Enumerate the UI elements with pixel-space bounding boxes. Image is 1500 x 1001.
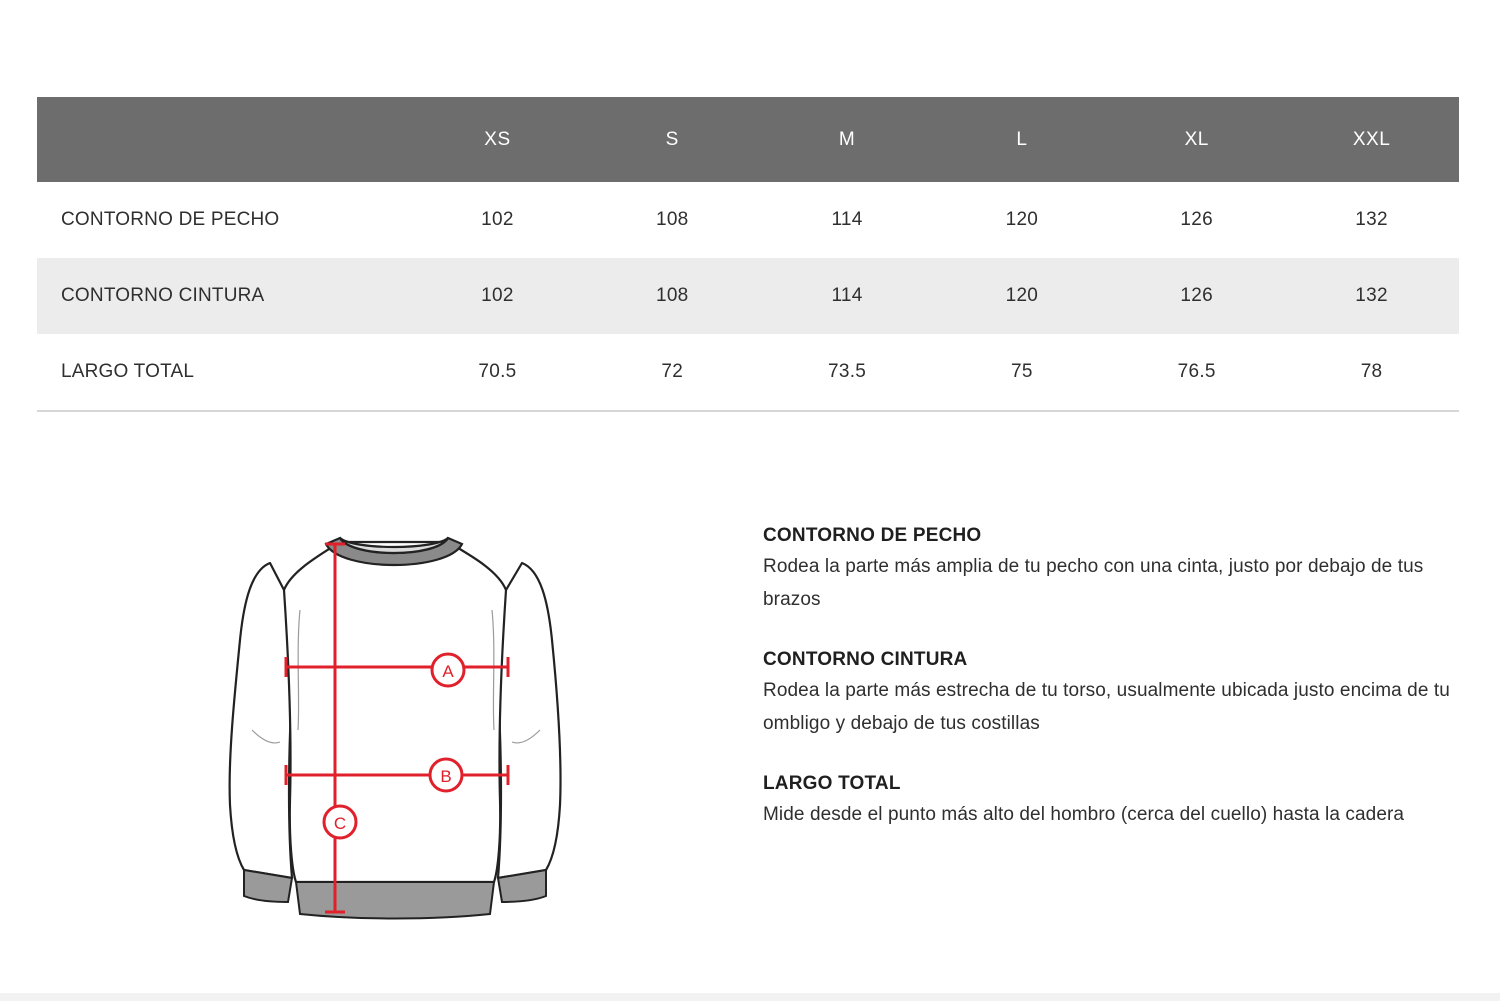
table-cell: 114 xyxy=(831,285,863,306)
header-size-m: M xyxy=(838,128,856,150)
table-row xyxy=(37,182,1459,258)
table-cell: 132 xyxy=(1355,209,1388,230)
marker-b xyxy=(430,759,462,791)
table-cell: 114 xyxy=(831,209,863,230)
table-cell: 72 xyxy=(661,361,684,382)
header-size-xxl: XXL xyxy=(1352,128,1391,150)
svg-text:C: C xyxy=(333,814,347,833)
size-header-row xyxy=(37,97,1459,182)
table-cell: 70.5 xyxy=(478,361,517,382)
sweater-illustration xyxy=(222,530,567,925)
table-cell: 73.5 xyxy=(827,361,867,382)
svg-text:A: A xyxy=(442,662,454,681)
measurement-guide xyxy=(763,522,1453,861)
sweater-measurement-diagram xyxy=(222,530,567,925)
marker-a xyxy=(432,654,464,686)
table-cell: 120 xyxy=(1005,209,1039,230)
table-cell: 126 xyxy=(1180,209,1213,230)
table-cell: 76.5 xyxy=(1177,361,1216,382)
marker-c xyxy=(324,806,356,838)
table-cell: 120 xyxy=(1005,285,1039,306)
table-cell: 102 xyxy=(481,209,514,230)
table-cell: 126 xyxy=(1180,285,1213,306)
left-sleeve xyxy=(230,563,293,878)
guide-text: Rodea la parte más estrecha de tu torso, usualmente ubicada justo encima de tu ombligo y debajo de tus costillas xyxy=(763,680,1450,734)
guide-title: LARGO TOTAL xyxy=(763,773,901,794)
header-size-xl: XL xyxy=(1184,128,1209,150)
header-size-s: S xyxy=(665,128,679,150)
guide-title: CONTORNO DE PECHO xyxy=(763,525,982,546)
table-cell: 108 xyxy=(655,209,689,230)
right-sleeve xyxy=(497,563,560,878)
header-size-l: L xyxy=(1016,128,1028,150)
sweater-body xyxy=(284,542,506,882)
table-row xyxy=(37,334,1459,411)
bottom-divider xyxy=(0,993,1500,1001)
table-cell: 102 xyxy=(481,285,514,306)
table-cell: 75 xyxy=(1011,361,1033,382)
guide-item-waist xyxy=(763,646,1453,740)
table-cell: 108 xyxy=(655,285,689,306)
svg-text:B: B xyxy=(440,767,452,786)
guide-item-length xyxy=(763,770,1453,831)
guide-text: Mide desde el punto más alto del hombro (cerca del cuello) hasta la cadera xyxy=(763,804,1405,825)
row-label: CONTORNO CINTURA xyxy=(61,285,265,306)
guide-title: CONTORNO CINTURA xyxy=(763,649,968,670)
table-row xyxy=(37,258,1459,334)
table-cell: 132 xyxy=(1355,285,1388,306)
row-label: LARGO TOTAL xyxy=(61,361,195,382)
guide-text: Rodea la parte más amplia de tu pecho con una cinta, justo por debajo de tus brazos xyxy=(763,556,1424,610)
row-label: CONTORNO DE PECHO xyxy=(61,209,280,230)
size-chart-table xyxy=(37,97,1459,412)
table-cell: 78 xyxy=(1360,361,1383,382)
header-size-xs: XS xyxy=(484,128,511,150)
header-label-cell xyxy=(37,97,410,182)
guide-item-chest xyxy=(763,522,1453,616)
